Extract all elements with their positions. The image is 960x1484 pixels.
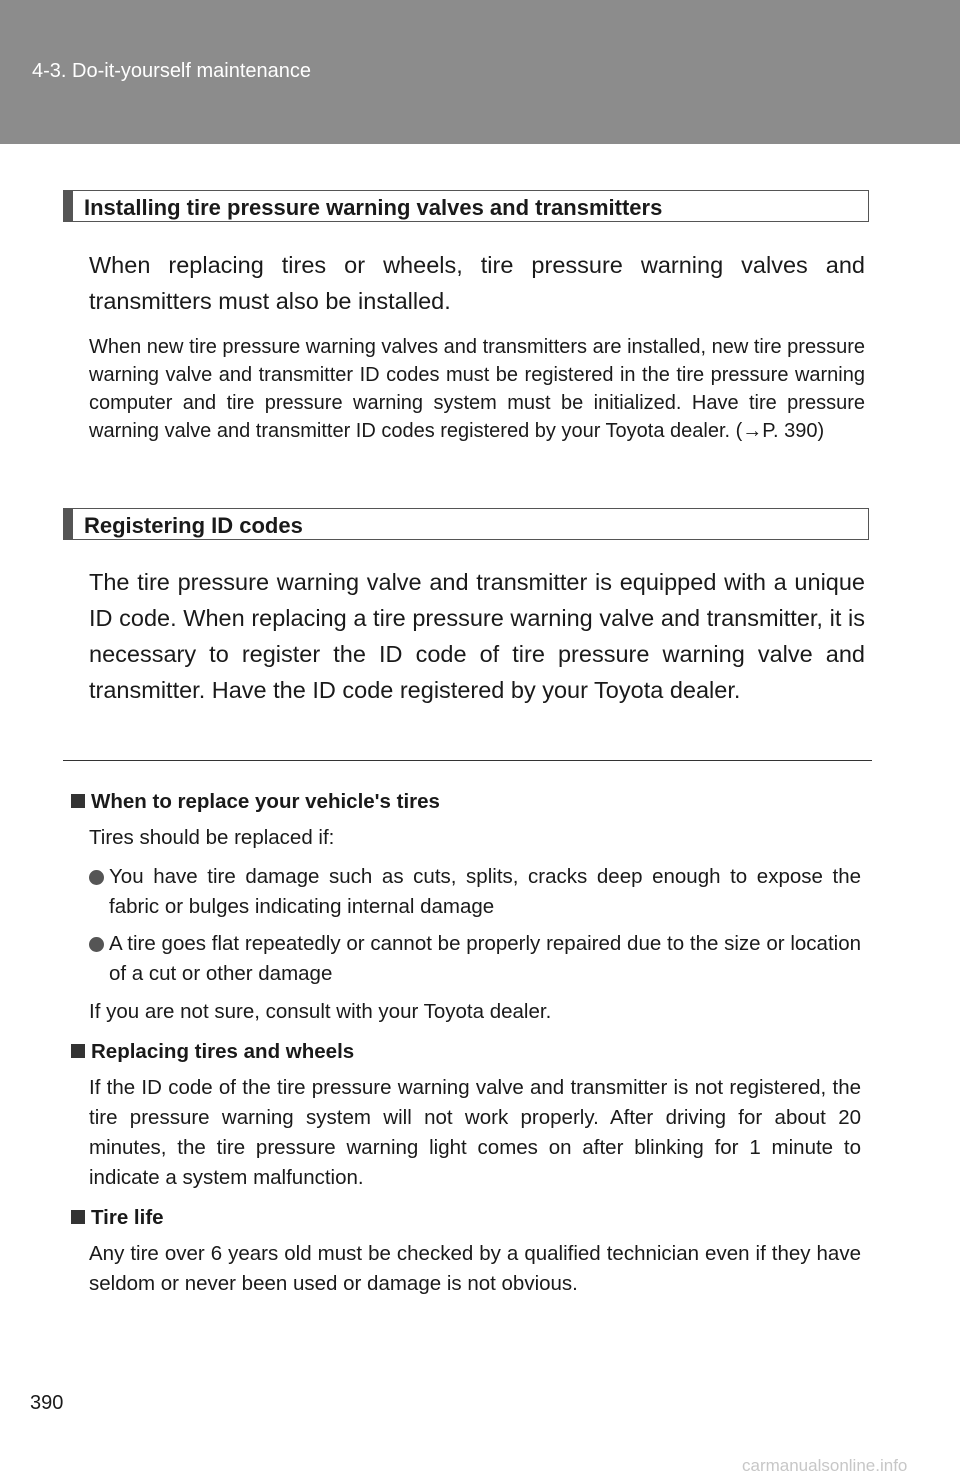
replacing-note-text: If the ID code of the tire pressure warning valve and transmitter is not registered, the tire pressure warning system will not work properly. After driving for about 20 minutes, the tire pressure warning light comes on after blinking for 1 minute to indicate a system malfunction. xyxy=(89,1076,861,1189)
square-bullet-icon xyxy=(71,1210,85,1224)
note-heading-tire-life xyxy=(71,1206,164,1230)
note-heading-text: Replacing tires and wheels xyxy=(91,1040,355,1063)
section-heading-label: Installing tire pressure warning valves and transmitters xyxy=(84,195,663,220)
chapter-section-title: 4-3. Do-it-yourself maintenance xyxy=(32,60,312,82)
registering-lead-paragraph: The tire pressure warning valve and transmitter is equipped with a unique ID code. When replacing a tire pressure warning valve and transmitter, it is necessary to register the ID code of tire pressure warning valve and transmitter. Have the ID code registered by your Toyota dealer. xyxy=(89,569,865,703)
note-heading-replacing xyxy=(71,1040,354,1064)
bullet-item xyxy=(89,862,861,922)
section-heading-marker xyxy=(64,509,73,539)
section-heading-marker xyxy=(64,191,73,221)
page-number: 390 xyxy=(30,1392,64,1414)
circle-bullet-icon xyxy=(89,937,104,952)
section-heading-label: Registering ID codes xyxy=(84,513,303,538)
installing-lead-paragraph: When replacing tires or wheels, tire pressure warning valves and transmitters must also be installed. xyxy=(89,252,865,314)
circle-bullet-icon xyxy=(89,870,104,885)
note-outro-text: If you are not sure, consult with your Toyota dealer. xyxy=(89,1000,552,1023)
page-header-band xyxy=(0,0,960,144)
square-bullet-icon xyxy=(71,794,85,808)
tire-life-note-text: Any tire over 6 years old must be checked by a qualified technician even if they have seldom or never been used or damage is not obvious. xyxy=(89,1242,861,1295)
note-heading-when-to-replace xyxy=(71,790,440,814)
bullet-text: You have tire damage such as cuts, splits, cracks deep enough to expose the fabric or bulges indicating internal damage xyxy=(109,865,861,918)
note-intro-text: Tires should be replaced if: xyxy=(89,826,335,849)
note-heading-text: When to replace your vehicle's tires xyxy=(91,790,440,813)
watermark-text: carmanualsonline.info xyxy=(742,1456,908,1475)
installing-detail-paragraph: When new tire pressure warning valves and transmitters are installed, new tire pressure warning valve and transmitter ID codes must be registered in the tire pressure warning computer and tire pressure warning system must be initialized. Have tire pressure warning valve and transmitter ID codes registered by your Toyota dealer. (→P. 390) xyxy=(89,336,865,442)
divider-line xyxy=(63,760,872,761)
section-heading-installing xyxy=(63,190,869,222)
section-heading-registering xyxy=(63,508,869,540)
bullet-text: A tire goes flat repeatedly or cannot be properly repaired due to the size or location of a cut or other damage xyxy=(109,932,861,985)
note-heading-text: Tire life xyxy=(91,1206,164,1229)
bullet-item xyxy=(89,929,861,989)
square-bullet-icon xyxy=(71,1044,85,1058)
